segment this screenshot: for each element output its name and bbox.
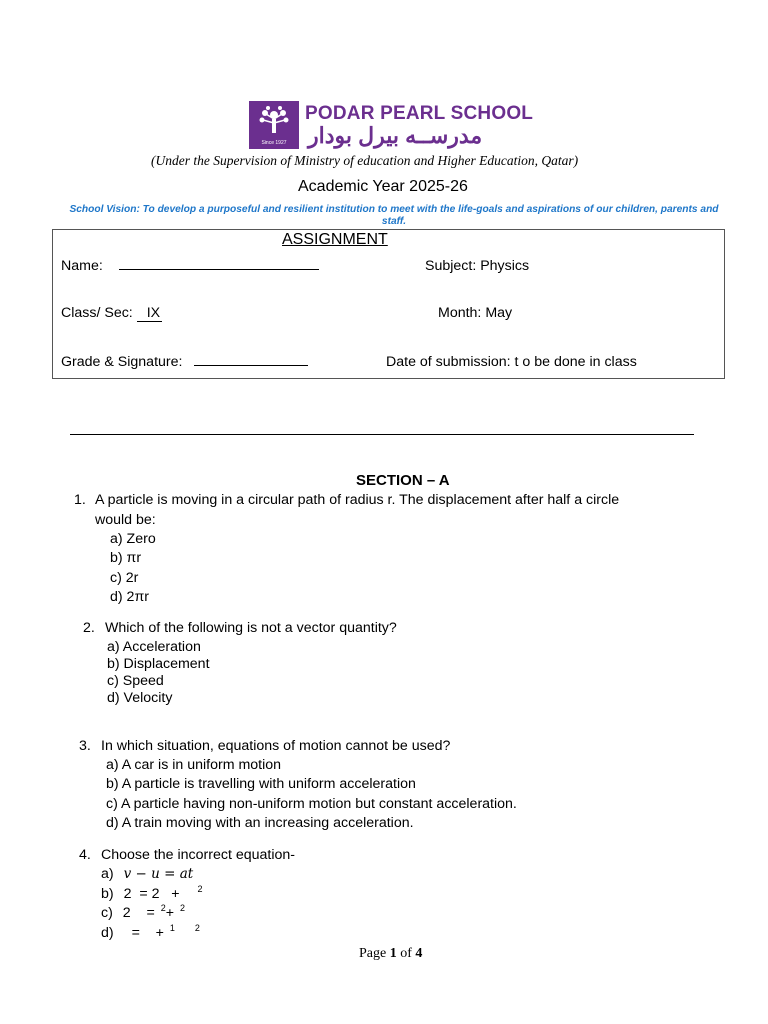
grade-label: Grade & Signature: — [61, 354, 183, 370]
school-name: PODAR PEARL SCHOOL — [305, 103, 534, 124]
q4-c-superscript: 2 — [160, 903, 166, 913]
name-label: Name: — [61, 258, 103, 274]
q2-number: 2. — [83, 620, 95, 636]
q4-a-label: a) — [101, 866, 114, 882]
divider — [70, 434, 694, 435]
q1-option: a) Zero — [110, 531, 156, 547]
q1-text-line2: would be: — [95, 512, 156, 528]
q4-c-plus: + — [165, 905, 174, 921]
class-value: IX — [137, 305, 162, 322]
logo-since: Since 1927 — [261, 140, 287, 146]
q4-option-d — [101, 925, 200, 941]
school-vision: School Vision: To develop a purposeful and resilient institution to meet with the life-goals and aspirations of our children, parents and staff. — [69, 204, 719, 227]
q3-option: a) A car is in uniform motion — [106, 757, 282, 773]
page-of: of — [396, 946, 416, 961]
q1-number: 1. — [74, 492, 86, 508]
q4-text: Choose the incorrect equation- — [101, 847, 296, 863]
q1-text-line1: A particle is moving in a circular path of radius r. The displacement after half a circle — [95, 492, 620, 508]
q4-d-label: d) — [101, 925, 114, 941]
q4-d-superscript: 2 — [194, 923, 200, 933]
q4-option-a — [101, 866, 193, 882]
tree-icon — [257, 105, 291, 137]
q1-option: c) 2r — [110, 570, 139, 586]
q4-a-equation: v − u = at — [123, 866, 194, 882]
q2-option: b) Displacement — [107, 656, 210, 672]
q3-option: d) A train moving with an increasing acceleration. — [106, 815, 414, 831]
name-blank — [119, 269, 319, 270]
supervision-note: (Under the Supervision of Ministry of education and Higher Education, Qatar) — [151, 153, 579, 168]
academic-year: Academic Year 2025-26 — [298, 178, 468, 195]
q4-c-superscript: 2 — [179, 903, 185, 913]
page-number: 1 — [389, 946, 397, 961]
q4-c-equation: 2 = — [122, 905, 155, 921]
q4-d-superscript: 1 — [169, 923, 175, 933]
q4-d-equation: = + — [131, 925, 164, 941]
q2-option: a) Acceleration — [107, 639, 201, 655]
class-label: Class/ Sec: — [61, 305, 133, 321]
q1-option: d) 2πr — [110, 589, 149, 605]
month: Month: May — [438, 305, 513, 321]
q1-option: b) πr — [110, 550, 142, 566]
q4-b-label: b) — [101, 886, 114, 902]
q4-b-equation: 2 = 2 + — [123, 886, 180, 902]
class-row — [61, 305, 162, 322]
q2-text: Which of the following is not a vector quantity? — [105, 620, 397, 636]
school-logo — [249, 101, 299, 149]
assignment-title: ASSIGNMENT — [282, 231, 388, 248]
q3-number: 3. — [79, 738, 91, 754]
q3-text: In which situation, equations of motion cannot be used? — [101, 738, 451, 754]
grade-row — [61, 354, 308, 370]
q4-option-b — [101, 886, 203, 902]
name-row — [61, 258, 319, 274]
school-name-arabic: مدرســه بيرل بودار — [308, 123, 483, 148]
submission-date: Date of submission: t o be done in class — [386, 354, 637, 370]
page-total: 4 — [415, 946, 423, 961]
q4-option-c — [101, 905, 185, 921]
page-prefix: Page — [359, 946, 390, 961]
q3-option: b) A particle is travelling with uniform acceleration — [106, 776, 416, 792]
q4-c-label: c) — [101, 905, 113, 921]
grade-blank — [194, 365, 308, 366]
subject: Subject: Physics — [425, 258, 530, 274]
q2-option: c) Speed — [107, 673, 164, 689]
q2-option: d) Velocity — [107, 690, 173, 706]
section-title: SECTION – A — [356, 472, 450, 489]
q4-b-superscript: 2 — [197, 884, 203, 894]
page-footer — [359, 946, 422, 962]
q4-number: 4. — [79, 847, 91, 863]
q3-option: c) A particle having non-uniform motion but constant acceleration. — [106, 796, 517, 812]
